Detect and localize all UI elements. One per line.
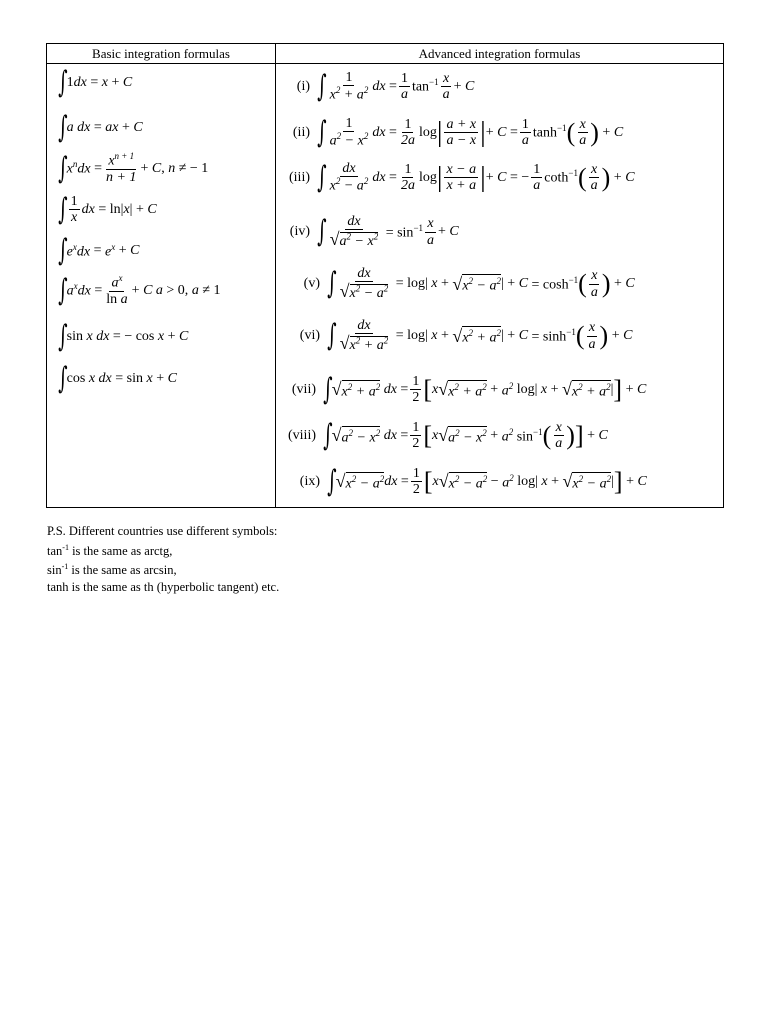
integration-formulas-table xyxy=(46,43,724,508)
basic-formula-1: ∫ 1 dx = x + C xyxy=(58,65,133,100)
basic-formulas-cell xyxy=(47,64,276,508)
advanced-formula-3: (iii) ∫ $\frac{dx}{x^2 - a^2}$ dx = $\frac{1}{2a}$ log | $\frac{x - a}{x + a}$ | + C = − $\frac{1}{a}$ coth$^{-1}$ ( $\frac{x}{a}$ ) + C xyxy=(289,159,635,195)
advanced-formula-9: (ix) ∫ √ $x^2 - a^2$ dx = $\frac{1}{2}$ [ x √ $x^2 - a^2$ − $a^2$ log| x + √ $x^2 - a^2$ | ] + C xyxy=(299,463,647,499)
advanced-formula-7: (vii) ∫ √ $x^2 + a^2$ dx = $\frac{1}{2}$ [ x √ $x^2 + a^2$ + $a^2$ log| x + √ $x^2 + a^2$ | ] + C xyxy=(291,371,647,407)
header-advanced: Advanced integration formulas xyxy=(276,44,724,64)
advanced-formula-5: (v) ∫ $\frac{dx}{√x^2 - a^2}$ = log| x + √ $x^2 - a^2$ | + C = $\cosh^{-1}$ ( $\frac{x}{a}$ ) + C xyxy=(303,266,635,302)
notes-block xyxy=(47,523,279,596)
note-line-4: tanh is the same as th (hyperbolic tangent) etc. xyxy=(47,580,280,595)
note-line-2: $\tan^{-1}$ is the same as arctg, xyxy=(47,542,173,558)
advanced-formula-4: (iv) ∫ $\frac{dx}{√a^2 - x^2}$ = $\sin^{-1}$ $\frac{x}{a}$ + C xyxy=(289,214,459,250)
table-header-row xyxy=(47,44,724,64)
basic-formula-8: ∫ cos x dx = sin x + C xyxy=(58,361,177,396)
basic-formula-6: ∫ $a^xdx$ = $\frac{a^x}{\text{ln a}}$ + C a > 0, a ≠ 1 xyxy=(58,272,221,308)
header-basic: Basic integration formulas xyxy=(47,44,276,64)
basic-formula-7: ∫ sin x dx = − cos x + C xyxy=(58,319,189,354)
basic-formula-2: ∫ a dx = ax + C xyxy=(58,110,143,145)
basic-formula-5: ∫ $e^xdx$ = $e^x$ + C xyxy=(58,233,140,268)
basic-formula-3: ∫ $x^ndx$ = $\frac{x^{n + 1}}{n + 1}$ + C , n ≠ − 1 xyxy=(58,150,209,186)
basic-formula-4: ∫ $\frac{1}{x}$ dx = ln| x | + C xyxy=(58,191,157,227)
note-line-1: P.S. Different countries use different symbols: xyxy=(47,524,278,538)
advanced-formula-8: (viii) ∫ √ $a^2 - x^2$ dx = $\frac{1}{2}$ [ x √ $a^2 - x^2$ + $a^2$ $\sin^{-1}$ ( $\frac{x}{a}$ )] + C xyxy=(288,417,608,453)
advanced-formulas-cell xyxy=(276,64,724,508)
advanced-formula-1: (i) ∫ $\frac{1}{x^2 + a^2}$ dx = $\frac{1}{a}$ $\tan^{-1}$ $\frac{x}{a}$ + C xyxy=(296,68,475,104)
note-line-3: $\sin^{-1}$ is the same as arcsin, xyxy=(47,562,177,578)
advanced-formula-6: (vi) ∫ $\frac{dx}{√x^2 + a^2}$ = log| x + √ $x^2 + a^2$ | + C = $\sinh^{-1}$ ( $\frac{x}{a}$ ) + C xyxy=(299,318,633,354)
advanced-formula-2: (ii) ∫ $\frac{1}{a^2 - x^2}$ dx = $\frac{1}{2a}$ log | $\frac{a + x}{a - x}$ | + C = $\frac{1}{a}$ $\tanh^{-1}$ ( $\frac{x}{a}$ ) + C xyxy=(292,114,624,150)
